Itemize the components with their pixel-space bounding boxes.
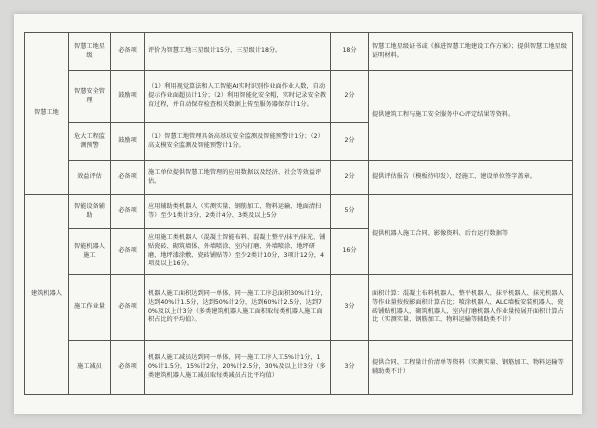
category-cell: 智慧工地 <box>25 33 69 195</box>
type-cell: 必备项 <box>111 275 145 341</box>
description-cell: 施工单位提供智慧工地管理的应用数据以及经济、社会等效益评估。 <box>145 161 331 195</box>
table-row <box>25 71 573 123</box>
scoring-table <box>24 32 573 395</box>
score-cell: 16分 <box>331 229 369 275</box>
description-cell: 机器人施工面积达到同一单体、同一施工工序总面积30%计1分，达到40%计1.5分，达到50%计2分，达到60%计2.5分，达到70%及以上计3分（多类建筑机器人施工面积取每类机器人施工面积占比的平均值）。 <box>145 275 331 341</box>
type-cell: 必备项 <box>111 33 145 71</box>
category-cell: 建筑机器人 <box>25 195 69 395</box>
type-cell: 鼓励项 <box>111 123 145 161</box>
table-row <box>25 33 573 71</box>
item-cell: 施工作业量 <box>69 275 111 341</box>
score-cell: 2分 <box>331 71 369 123</box>
description-cell: 评价为智慧工地三星级计15分、三星级计18分。 <box>145 33 331 71</box>
type-cell: 鼓励项 <box>111 71 145 123</box>
table-row <box>25 275 573 341</box>
score-cell: 3分 <box>331 341 369 395</box>
material-cell: 提供建筑工程与施工安全服务中心评定结果等资料。 <box>369 71 573 161</box>
score-cell: 3分 <box>331 275 369 341</box>
type-cell: 必备项 <box>111 161 145 195</box>
table-row <box>25 161 573 195</box>
item-cell: 智能机器人施工 <box>69 229 111 275</box>
material-cell: 提供合同、工程量计价清单等资料（实测实量、钢筋加工、物料运输等辅助类不计） <box>369 341 573 395</box>
item-cell: 效益评估 <box>69 161 111 195</box>
item-cell: 危大工程监测预警 <box>69 123 111 161</box>
item-cell: 施工减员 <box>69 341 111 395</box>
document-page <box>14 14 582 414</box>
score-cell: 2分 <box>331 123 369 161</box>
item-cell: 智慧工地星级 <box>69 33 111 71</box>
description-cell: 应用辅助类机器人（实测实量、钢筋加工、物料运输、地面清扫等）至少1类计3分、2类计4分、3类及以上5分 <box>145 195 331 229</box>
type-cell: 必备项 <box>111 229 145 275</box>
item-cell: 智能设备辅助 <box>69 195 111 229</box>
item-cell: 智慧安全管理 <box>69 71 111 123</box>
material-cell: 提供机器人施工合同、影像资料、后台运行数据等 <box>369 195 573 275</box>
description-cell: （1）智慧工地管理具备高基坑安全监测及智能预警计1分；（2）高支模安全监测及智能预警计1分。 <box>145 123 331 161</box>
description-cell: 机器人施工减员达到同一单体、同一施工工序人工5%计1分，10%计1.5分，15%计2分，20%计2.5分，30%及以上计3分（多类建筑机器人施工减员取每类减员占比平均值） <box>145 341 331 395</box>
material-cell: 面积计算：混凝土布料机器人、整平机器人、抹平机器人、抹光机器人等作业量按按影面积计算占比；喷涂机器人、ALC墙板安装机器人、瓷砖铺贴机器人、砌筑机器人、室内打磨机器人作业量按展开面积计算占比（实测实量、钢筋加工、物料运输等辅助类不计） <box>369 275 573 341</box>
type-cell: 必备项 <box>111 195 145 229</box>
material-cell: 提供评估报告（模板待印发），经施工、建设单位签字盖章。 <box>369 161 573 195</box>
table-row <box>25 341 573 395</box>
description-cell: 应用施工类机器人（混凝土智能布料、混凝土整平/抹平/抹光、铺贴瓷砖、砌筑墙体、外墙喷涂、室内打磨、外墙喷涂、地坪研磨、地坪漆涂敷、瓷砖铺贴等）至少2类计10分，3项计12分，4项及以上16分。 <box>145 229 331 275</box>
score-cell: 18分 <box>331 33 369 71</box>
material-cell: 智慧工地星级证书或《推进智慧工地建设工作方案》；提供智慧工地星级证明材料。 <box>369 33 573 71</box>
type-cell: 必备项 <box>111 341 145 395</box>
score-cell: 5分 <box>331 195 369 229</box>
table-row <box>25 195 573 229</box>
score-cell: 2分 <box>331 161 369 195</box>
description-cell: （1）利用视觉算法和人工智能AI实时识别作业面作业人数，自动提示作业面超员计1分；（2）利用智能化安全帽，实时记录安全教育过程，并自动保存检查相关数据上传至服务器保存计1分。 <box>145 71 331 123</box>
